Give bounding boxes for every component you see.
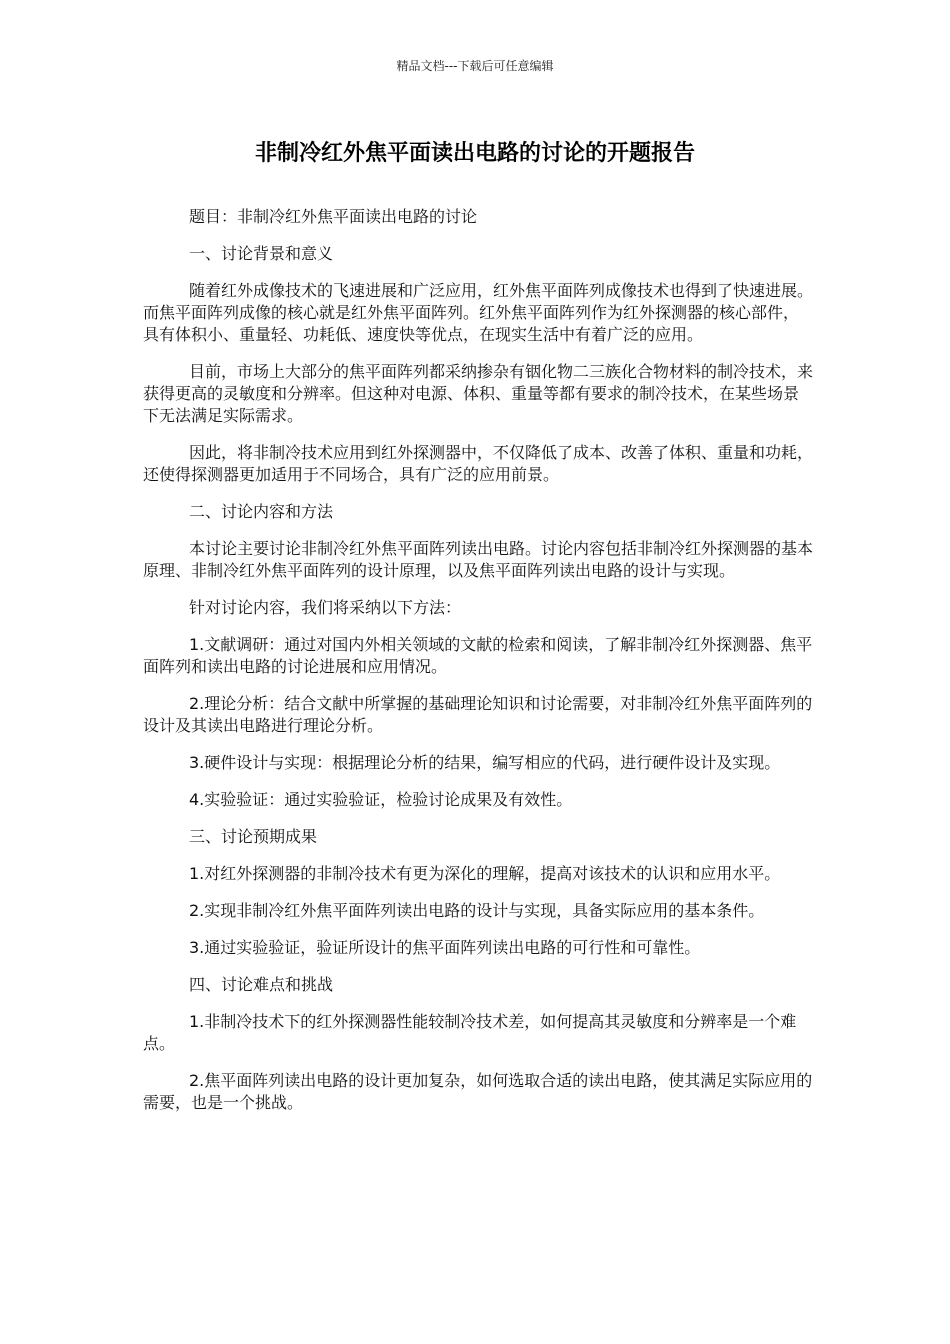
paragraph: 本讨论主要讨论非制冷红外焦平面阵列读出电路。讨论内容包括非制冷红外探测器的基本原理、非制冷红外焦平面阵列的设计原理，以及焦平面阵列读出电路的设计与实现。 <box>143 539 814 580</box>
paragraph-topic: 题目：非制冷红外焦平面读出电路的讨论 <box>189 207 478 226</box>
list-item: 2.理论分析：结合文献中所掌握的基础理论知识和讨论需要，对非制冷红外焦平面阵列的设计及其读出电路进行理论分析。 <box>143 694 813 735</box>
list-item: 1.文献调研：通过对国内外相关领域的文献的检索和阅读，了解非制冷红外探测器、焦平面阵列和读出电路的讨论进展和应用情况。 <box>143 635 813 676</box>
document-title: 非制冷红外焦平面读出电路的讨论的开题报告 <box>254 141 695 166</box>
paragraph: 因此，将非制冷技术应用到红外探测器中，不仅降低了成本、改善了体积、重量和功耗，还使得探测器更加适用于不同场合，具有广泛的应用前景。 <box>143 443 814 484</box>
list-item: 3.通过实验验证，验证所设计的焦平面阵列读出电路的可行性和可靠性。 <box>189 938 701 957</box>
paragraph: 随着红外成像技术的飞速进展和广泛应用，红外焦平面阵列成像技术也得到了快速进展。而焦平面阵列成像的核心就是红外焦平面阵列。红外焦平面阵列作为红外探测器的核心部件，具有体积小、重量轻、功耗低、速度快等优点，在现实生活中有着广泛的应用。 <box>143 281 814 344</box>
section-heading-background: 一、讨论背景和意义 <box>189 244 334 263</box>
paragraph: 针对讨论内容，我们将采纳以下方法： <box>189 598 462 617</box>
list-item: 2.实现非制冷红外焦平面阵列读出电路的设计与实现，具备实际应用的基本条件。 <box>189 901 765 920</box>
list-item: 2.焦平面阵列读出电路的设计更加复杂，如何选取合适的读出电路，使其满足实际应用的需要，也是一个挑战。 <box>143 1071 813 1112</box>
list-item: 4.实验验证：通过实验验证，检验讨论成果及有效性。 <box>189 790 573 809</box>
list-item: 1.对红外探测器的非制冷技术有更为深化的理解，提高对该技术的认识和应用水平。 <box>189 864 781 883</box>
section-heading-expected-results: 三、讨论预期成果 <box>189 827 318 846</box>
section-heading-difficulties: 四、讨论难点和挑战 <box>189 975 334 994</box>
list-item: 3.硬件设计与实现：根据理论分析的结果，编写相应的代码，进行硬件设计及实现。 <box>189 753 781 772</box>
section-heading-content-methods: 二、讨论内容和方法 <box>189 502 334 521</box>
list-item: 1.非制冷技术下的红外探测器性能较制冷技术差，如何提高其灵敏度和分辨率是一个难点。 <box>143 1012 797 1053</box>
page-header-watermark: 精品文档---下载后可任意编辑 <box>396 59 554 73</box>
paragraph: 目前，市场上大部分的焦平面阵列都采纳掺杂有铟化物二三族化合物材料的制冷技术，来获得更高的灵敏度和分辨率。但这种对电源、体积、重量等都有要求的制冷技术，在某些场景下无法满足实际需求。 <box>143 362 814 425</box>
document-body <box>143 206 813 1129</box>
